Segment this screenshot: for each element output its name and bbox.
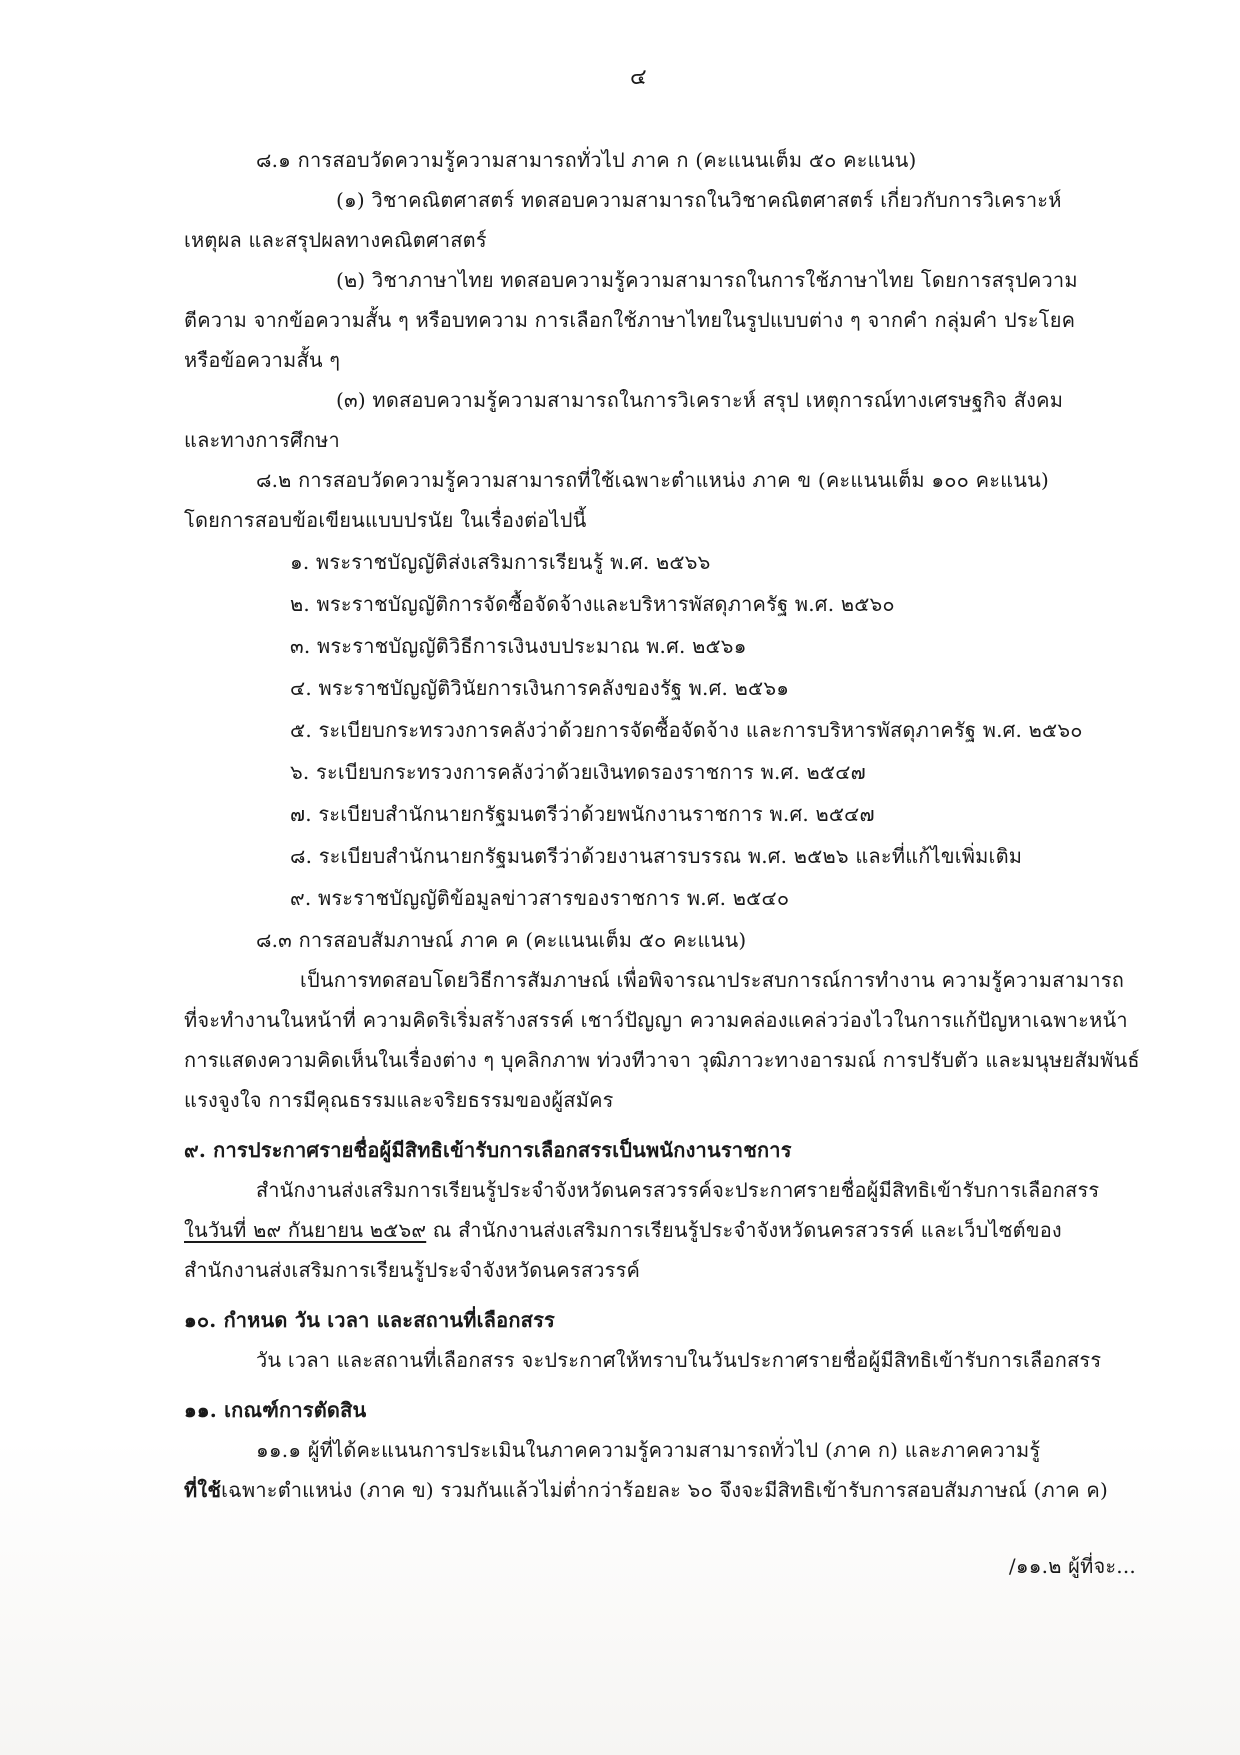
law-item-8: ๘. ระเบียบสำนักนายกรัฐมนตรีว่าด้วยงานสารบรรณ พ.ศ. ๒๕๒๖ และที่แก้ไขเพิ่มเติม [290,844,1023,868]
section-9-para-2-rest: ณ สำนักงานส่งเสริมการเรียนรู้ประจำจังหวัดนครสวรรค์ และเว็บไซต์ของ [426,1218,1062,1242]
law-item-6: ๖. ระเบียบกระทรวงการคลังว่าด้วยเงินทดรองราชการ พ.ศ. ๒๕๔๗ [290,760,866,784]
law-item-5: ๕. ระเบียบกระทรวงการคลังว่าด้วยการจัดซื้อจัดจ้าง และการบริหารพัสดุภาครัฐ พ.ศ. ๒๕๖๐ [290,718,1083,742]
section-11-1-cont-bold: ที่ใช้ [184,1478,222,1502]
section-8-3: ๘.๓ การสอบสัมภาษณ์ ภาค ค (คะแนนเต็ม ๕๐ คะแนน) [256,928,747,952]
section-8-3-para-1: เป็นการทดสอบโดยวิธีการสัมภาษณ์ เพื่อพิจารณาประสบการณ์การทำงาน ความรู้ความสามารถ [300,968,1125,992]
section-8-2-cont: โดยการสอบข้อเขียนแบบปรนัย ในเรื่องต่อไปนี้ [184,508,587,532]
law-item-7: ๗. ระเบียบสำนักนายกรัฐมนตรีว่าด้วยพนักงานราชการ พ.ศ. ๒๕๔๗ [290,802,875,826]
section-8-3-para-4: แรงจูงใจ การมีคุณธรรมและจริยธรรมของผู้สมัคร [184,1088,614,1112]
section-10-heading: ๑๐. กำหนด วัน เวลา และสถานที่เลือกสรร [184,1308,555,1332]
law-item-1: ๑. พระราชบัญญัติส่งเสริมการเรียนรู้ พ.ศ. ๒๕๖๖ [290,550,711,574]
item-8-1-3: (๓) ทดสอบความรู้ความสามารถในการวิเคราะห์ สรุป เหตุการณ์ทางเศรษฐกิจ สังคม [336,388,1064,412]
section-9-para-1: สำนักงานส่งเสริมการเรียนรู้ประจำจังหวัดนครสวรรค์จะประกาศรายชื่อผู้มีสิทธิเข้ารับการเลือกสรร [256,1178,1100,1202]
page-number: ๔ [630,65,647,90]
section-11-heading: ๑๑. เกณฑ์การตัดสิน [184,1398,367,1422]
item-8-1-2: (๒) วิชาภาษาไทย ทดสอบความรู้ความสามารถในการใช้ภาษาไทย โดยการสรุปความ [336,268,1078,292]
section-10-para: วัน เวลา และสถานที่เลือกสรร จะประกาศให้ทราบในวันประกาศรายชื่อผู้มีสิทธิเข้ารับการเลือกสรร [256,1348,1102,1372]
item-8-1-2-cont2: หรือข้อความสั้น ๆ [184,348,341,372]
section-8-1: ๘.๑ การสอบวัดความรู้ความสามารถทั่วไป ภาค ก (คะแนนเต็ม ๕๐ คะแนน) [256,148,917,172]
item-8-1-1: (๑) วิชาคณิตศาสตร์ ทดสอบความสามารถในวิชาคณิตศาสตร์ เกี่ยวกับการวิเคราะห์ [336,188,1062,212]
section-9-para-3: สำนักงานส่งเสริมการเรียนรู้ประจำจังหวัดนครสวรรค์ [184,1258,641,1282]
law-item-4: ๔. พระราชบัญญัติวินัยการเงินการคลังของรัฐ พ.ศ. ๒๕๖๑ [290,676,790,700]
section-9-heading: ๙. การประกาศรายชื่อผู้มีสิทธิเข้ารับการเลือกสรรเป็นพนักงานราชการ [184,1138,792,1162]
continuation-marker: /๑๑.๒ ผู้ที่จะ... [1008,1554,1136,1578]
item-8-1-1-cont: เหตุผล และสรุปผลทางคณิตศาสตร์ [184,228,487,252]
section-9-para-2 [184,1216,1062,1244]
section-8-3-para-2: ที่จะทำงานในหน้าที่ ความคิดริเริ่มสร้างสรรค์ เชาว์ปัญญา ความคล่องแคล่วว่องไวในการแก้ปัญหาเฉพาะหน้า [184,1008,1128,1032]
law-item-2: ๒. พระราชบัญญัติการจัดซื้อจัดจ้างและบริหารพัสดุภาครัฐ พ.ศ. ๒๕๖๐ [290,592,895,616]
law-item-3: ๓. พระราชบัญญัติวิธีการเงินงบประมาณ พ.ศ. ๒๕๖๑ [290,634,747,658]
law-item-9: ๙. พระราชบัญญัติข้อมูลข่าวสารของราชการ พ.ศ. ๒๕๔๐ [290,886,790,910]
item-8-1-2-cont: ตีความ จากข้อความสั้น ๆ หรือบทความ การเลือกใช้ภาษาไทยในรูปแบบต่าง ๆ จากคำ กลุ่มคำ ประโยค [184,308,1076,332]
section-11-1: ๑๑.๑ ผู้ที่ได้คะแนนการประเมินในภาคความรู้ความสามารถทั่วไป (ภาค ก) และภาคความรู้ [256,1438,1041,1462]
section-8-3-para-3: การแสดงความคิดเห็นในเรื่องต่าง ๆ บุคลิกภาพ ท่วงทีวาจา วุฒิภาวะทางอารมณ์ การปรับตัว และมนุษยสัมพันธ์ [184,1048,1140,1072]
item-8-1-3-cont: และทางการศึกษา [184,428,340,452]
section-11-1-cont [184,1476,1108,1504]
announcement-date: ในวันที่ ๒๙ กันยายน ๒๕๖๙ [184,1218,427,1242]
section-11-1-cont-rest: เฉพาะตำแหน่ง (ภาค ข) รวมกันแล้วไม่ต่ำกว่าร้อยละ ๖๐ จึงจะมีสิทธิเข้ารับการสอบสัมภาษณ์ (ภาค ค) [221,1478,1108,1502]
section-8-2: ๘.๒ การสอบวัดความรู้ความสามารถที่ใช้เฉพาะตำแหน่ง ภาค ข (คะแนนเต็ม ๑๐๐ คะแนน) [256,468,1049,492]
